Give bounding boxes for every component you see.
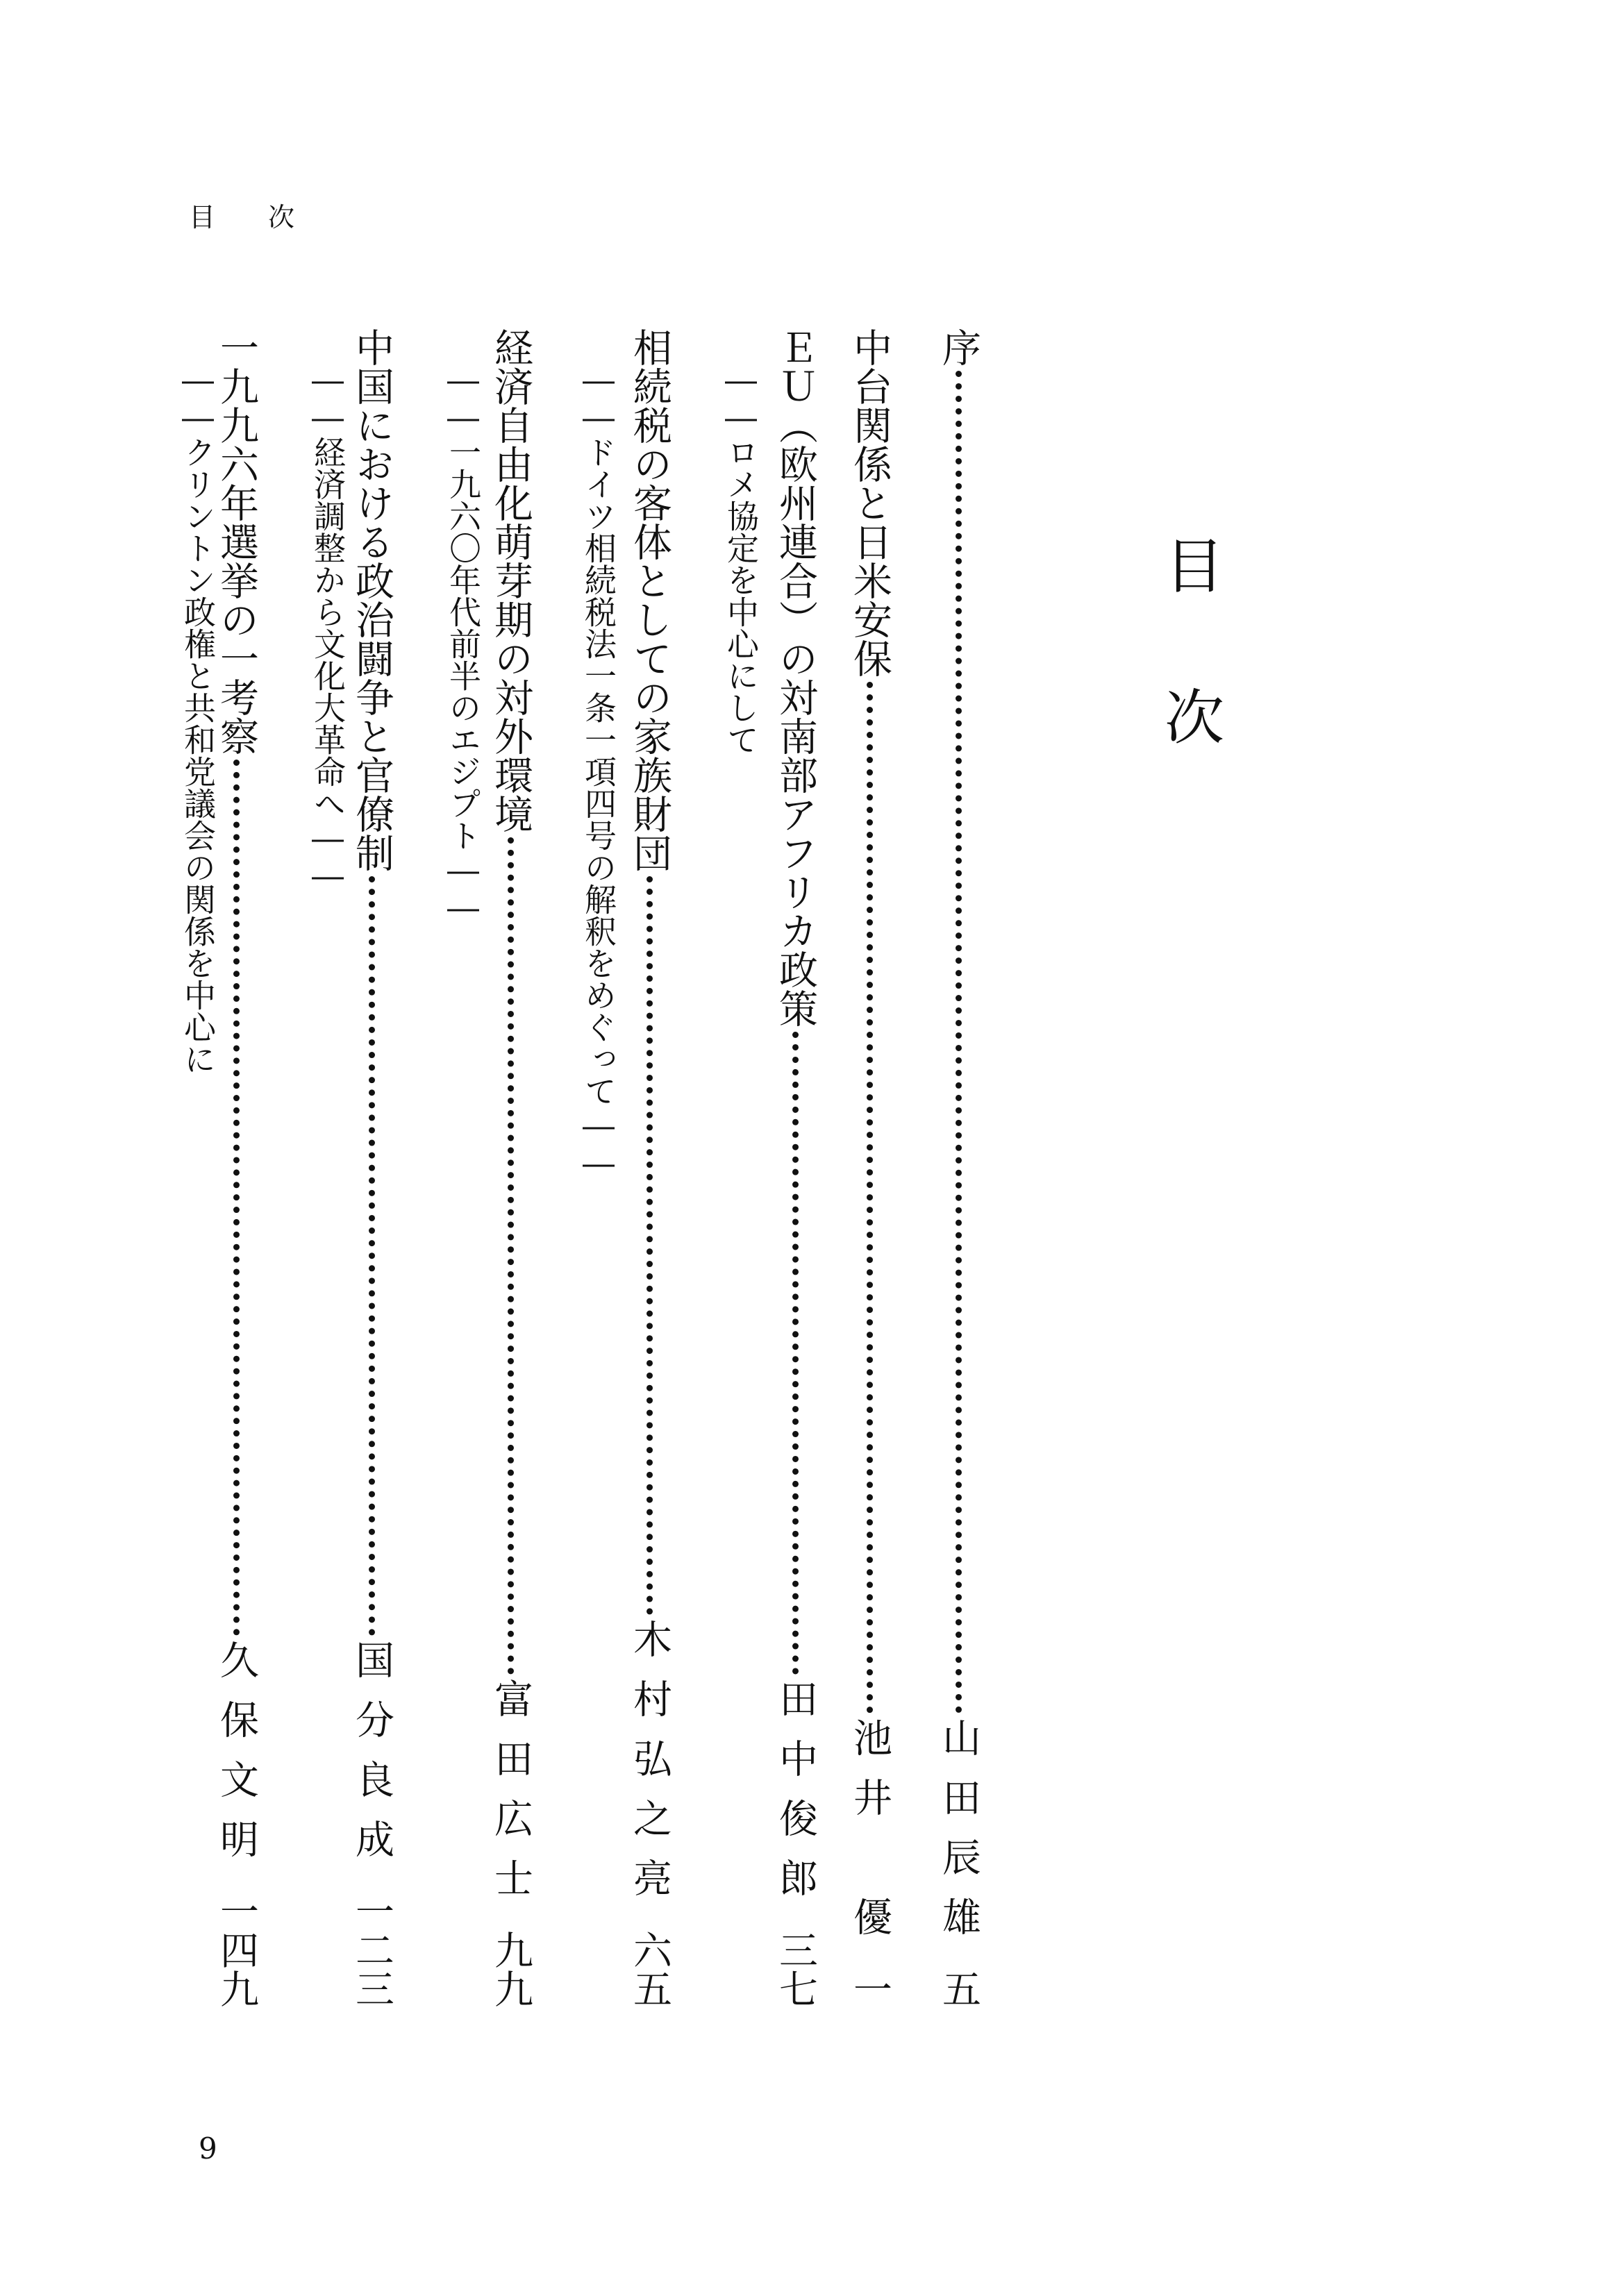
toc-entry-title: 序 [936,328,981,367]
toc-entry-subtitle: ――経済調整から文化大革命へ―― [309,361,347,894]
toc-entry-subtitle: ――一九六〇年代前半のエジプト―― [444,361,482,926]
leader-dots [369,876,375,1636]
toc-entry-subtitle: ――クリントン政権と共和党議会の関係を中心に [179,361,217,1075]
toc-entry-author: 国分良成 [349,1640,394,1879]
page-title: 目次 [1154,535,1224,837]
toc-entry-page: 六五 [627,1930,672,2008]
running-head: 目 次 [189,202,295,233]
leader-dots [956,371,962,1713]
toc-entry-page: 九九 [488,1930,533,2008]
toc-entry-title: 経済自由化萌芽期の対外環境 [488,328,533,833]
page-number: 9 [199,2131,217,2165]
toc-entry-author: 久保文明 [214,1640,259,1879]
toc-entry-page: 一 [847,1969,892,2008]
toc-entry-author: 山田辰雄 [936,1718,981,1956]
toc-entry-5[interactable] [472,328,549,2008]
leader-dots [867,682,873,1713]
toc-entry-title: 中国における政治闘争と官僚制 [349,328,394,872]
toc-entry-author: 池井 優 [847,1718,892,1956]
leader-dots [647,876,653,1615]
toc-entry-title: ＥＵ（欧州連合）の対南部アフリカ政策 [773,328,818,1028]
toc-entry-4[interactable] [611,328,687,2008]
leader-dots [508,837,514,1675]
leader-dots [792,1032,799,1675]
toc-entry-2[interactable] [831,328,908,2008]
toc-entry-page: 一二三 [349,1891,394,2008]
toc-entry-author: 田中俊郎 [773,1679,818,1918]
toc-entry-author: 富田広士 [488,1679,533,1918]
toc-entry-1[interactable] [920,328,996,2008]
toc-entry-title: 一九九六年選挙の一考察 [214,328,259,755]
toc-entry-3[interactable] [757,328,833,2008]
toc-entry-title: 中台関係と日米安保 [847,328,892,678]
toc-entry-author: 木村弘之亮 [627,1619,672,1918]
toc-entry-subtitle: ――ロメ協定を中心にして [722,361,760,755]
toc-entry-page: 三七 [773,1930,818,2008]
toc-entry-page: 五 [936,1969,981,2008]
toc-entry-subtitle: ――ドイツ相続税法一条一項四号の解釈をめぐって―― [580,361,617,1182]
toc-entry-page: 一四九 [214,1891,259,2008]
leader-dots [233,760,240,1636]
toc-entry-title: 相続税の客体としての家族財団 [627,328,672,872]
